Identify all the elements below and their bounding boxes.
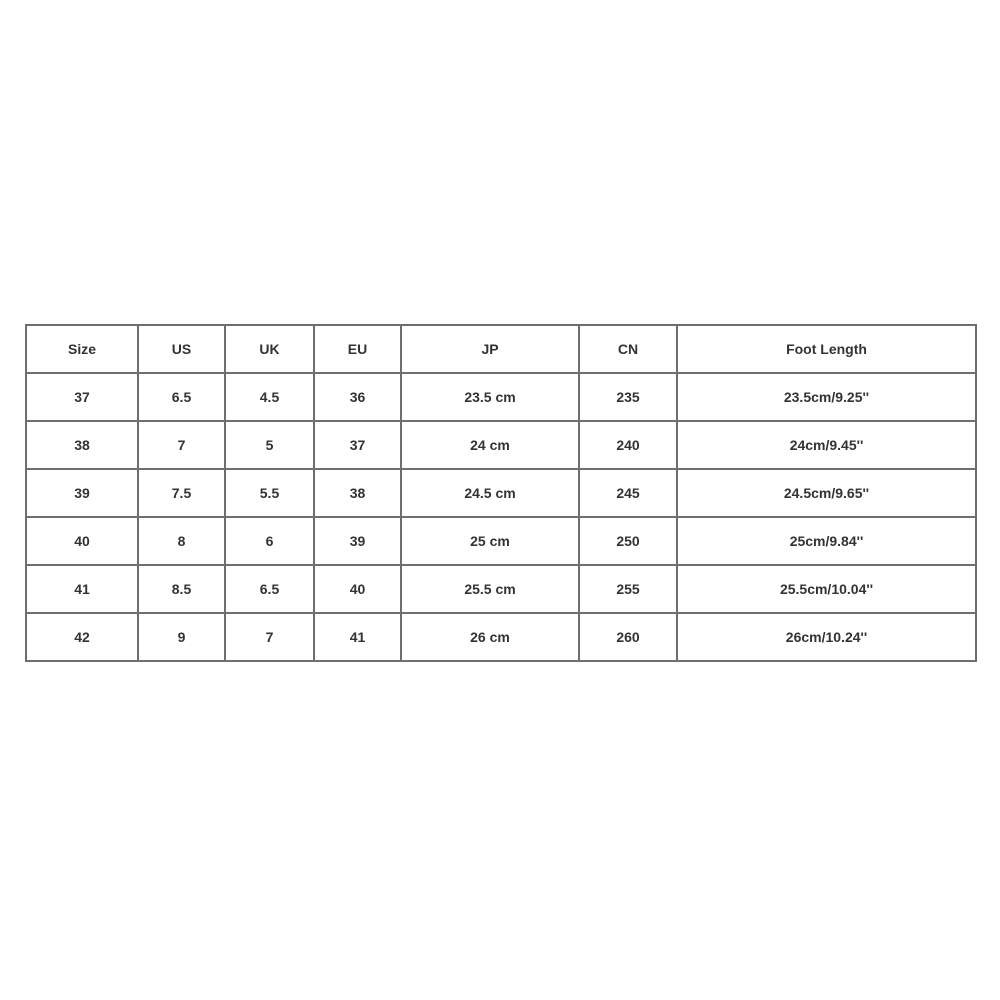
- cell-size: 41: [26, 565, 138, 613]
- cell-jp: 23.5 cm: [401, 373, 579, 421]
- cell-uk: 6: [225, 517, 314, 565]
- table-row: [26, 517, 976, 565]
- cell-uk: 7: [225, 613, 314, 661]
- table-row: [26, 565, 976, 613]
- table-row: [26, 469, 976, 517]
- table-row: [26, 373, 976, 421]
- cell-cn: 245: [579, 469, 677, 517]
- cell-jp: 25 cm: [401, 517, 579, 565]
- cell-foot-length: 23.5cm/9.25'': [677, 373, 976, 421]
- header-foot-length: Foot Length: [677, 325, 976, 373]
- cell-foot-length: 24cm/9.45'': [677, 421, 976, 469]
- cell-us: 7: [138, 421, 225, 469]
- cell-eu: 39: [314, 517, 401, 565]
- size-chart-table: [25, 324, 977, 662]
- cell-jp: 24.5 cm: [401, 469, 579, 517]
- cell-eu: 36: [314, 373, 401, 421]
- cell-uk: 5: [225, 421, 314, 469]
- table-row: [26, 613, 976, 661]
- cell-eu: 38: [314, 469, 401, 517]
- cell-foot-length: 26cm/10.24'': [677, 613, 976, 661]
- table-header-row: [26, 325, 976, 373]
- cell-size: 40: [26, 517, 138, 565]
- cell-eu: 41: [314, 613, 401, 661]
- cell-size: 38: [26, 421, 138, 469]
- cell-us: 9: [138, 613, 225, 661]
- cell-eu: 37: [314, 421, 401, 469]
- cell-uk: 4.5: [225, 373, 314, 421]
- cell-uk: 6.5: [225, 565, 314, 613]
- cell-us: 7.5: [138, 469, 225, 517]
- cell-size: 39: [26, 469, 138, 517]
- cell-eu: 40: [314, 565, 401, 613]
- cell-jp: 25.5 cm: [401, 565, 579, 613]
- header-size: Size: [26, 325, 138, 373]
- cell-foot-length: 25cm/9.84'': [677, 517, 976, 565]
- cell-cn: 250: [579, 517, 677, 565]
- cell-cn: 240: [579, 421, 677, 469]
- cell-jp: 24 cm: [401, 421, 579, 469]
- header-us: US: [138, 325, 225, 373]
- header-eu: EU: [314, 325, 401, 373]
- cell-us: 8: [138, 517, 225, 565]
- cell-foot-length: 25.5cm/10.04'': [677, 565, 976, 613]
- cell-cn: 260: [579, 613, 677, 661]
- cell-size: 37: [26, 373, 138, 421]
- cell-cn: 255: [579, 565, 677, 613]
- cell-uk: 5.5: [225, 469, 314, 517]
- cell-us: 8.5: [138, 565, 225, 613]
- header-cn: CN: [579, 325, 677, 373]
- cell-jp: 26 cm: [401, 613, 579, 661]
- header-uk: UK: [225, 325, 314, 373]
- cell-us: 6.5: [138, 373, 225, 421]
- header-jp: JP: [401, 325, 579, 373]
- cell-cn: 235: [579, 373, 677, 421]
- table-row: [26, 421, 976, 469]
- cell-foot-length: 24.5cm/9.65'': [677, 469, 976, 517]
- cell-size: 42: [26, 613, 138, 661]
